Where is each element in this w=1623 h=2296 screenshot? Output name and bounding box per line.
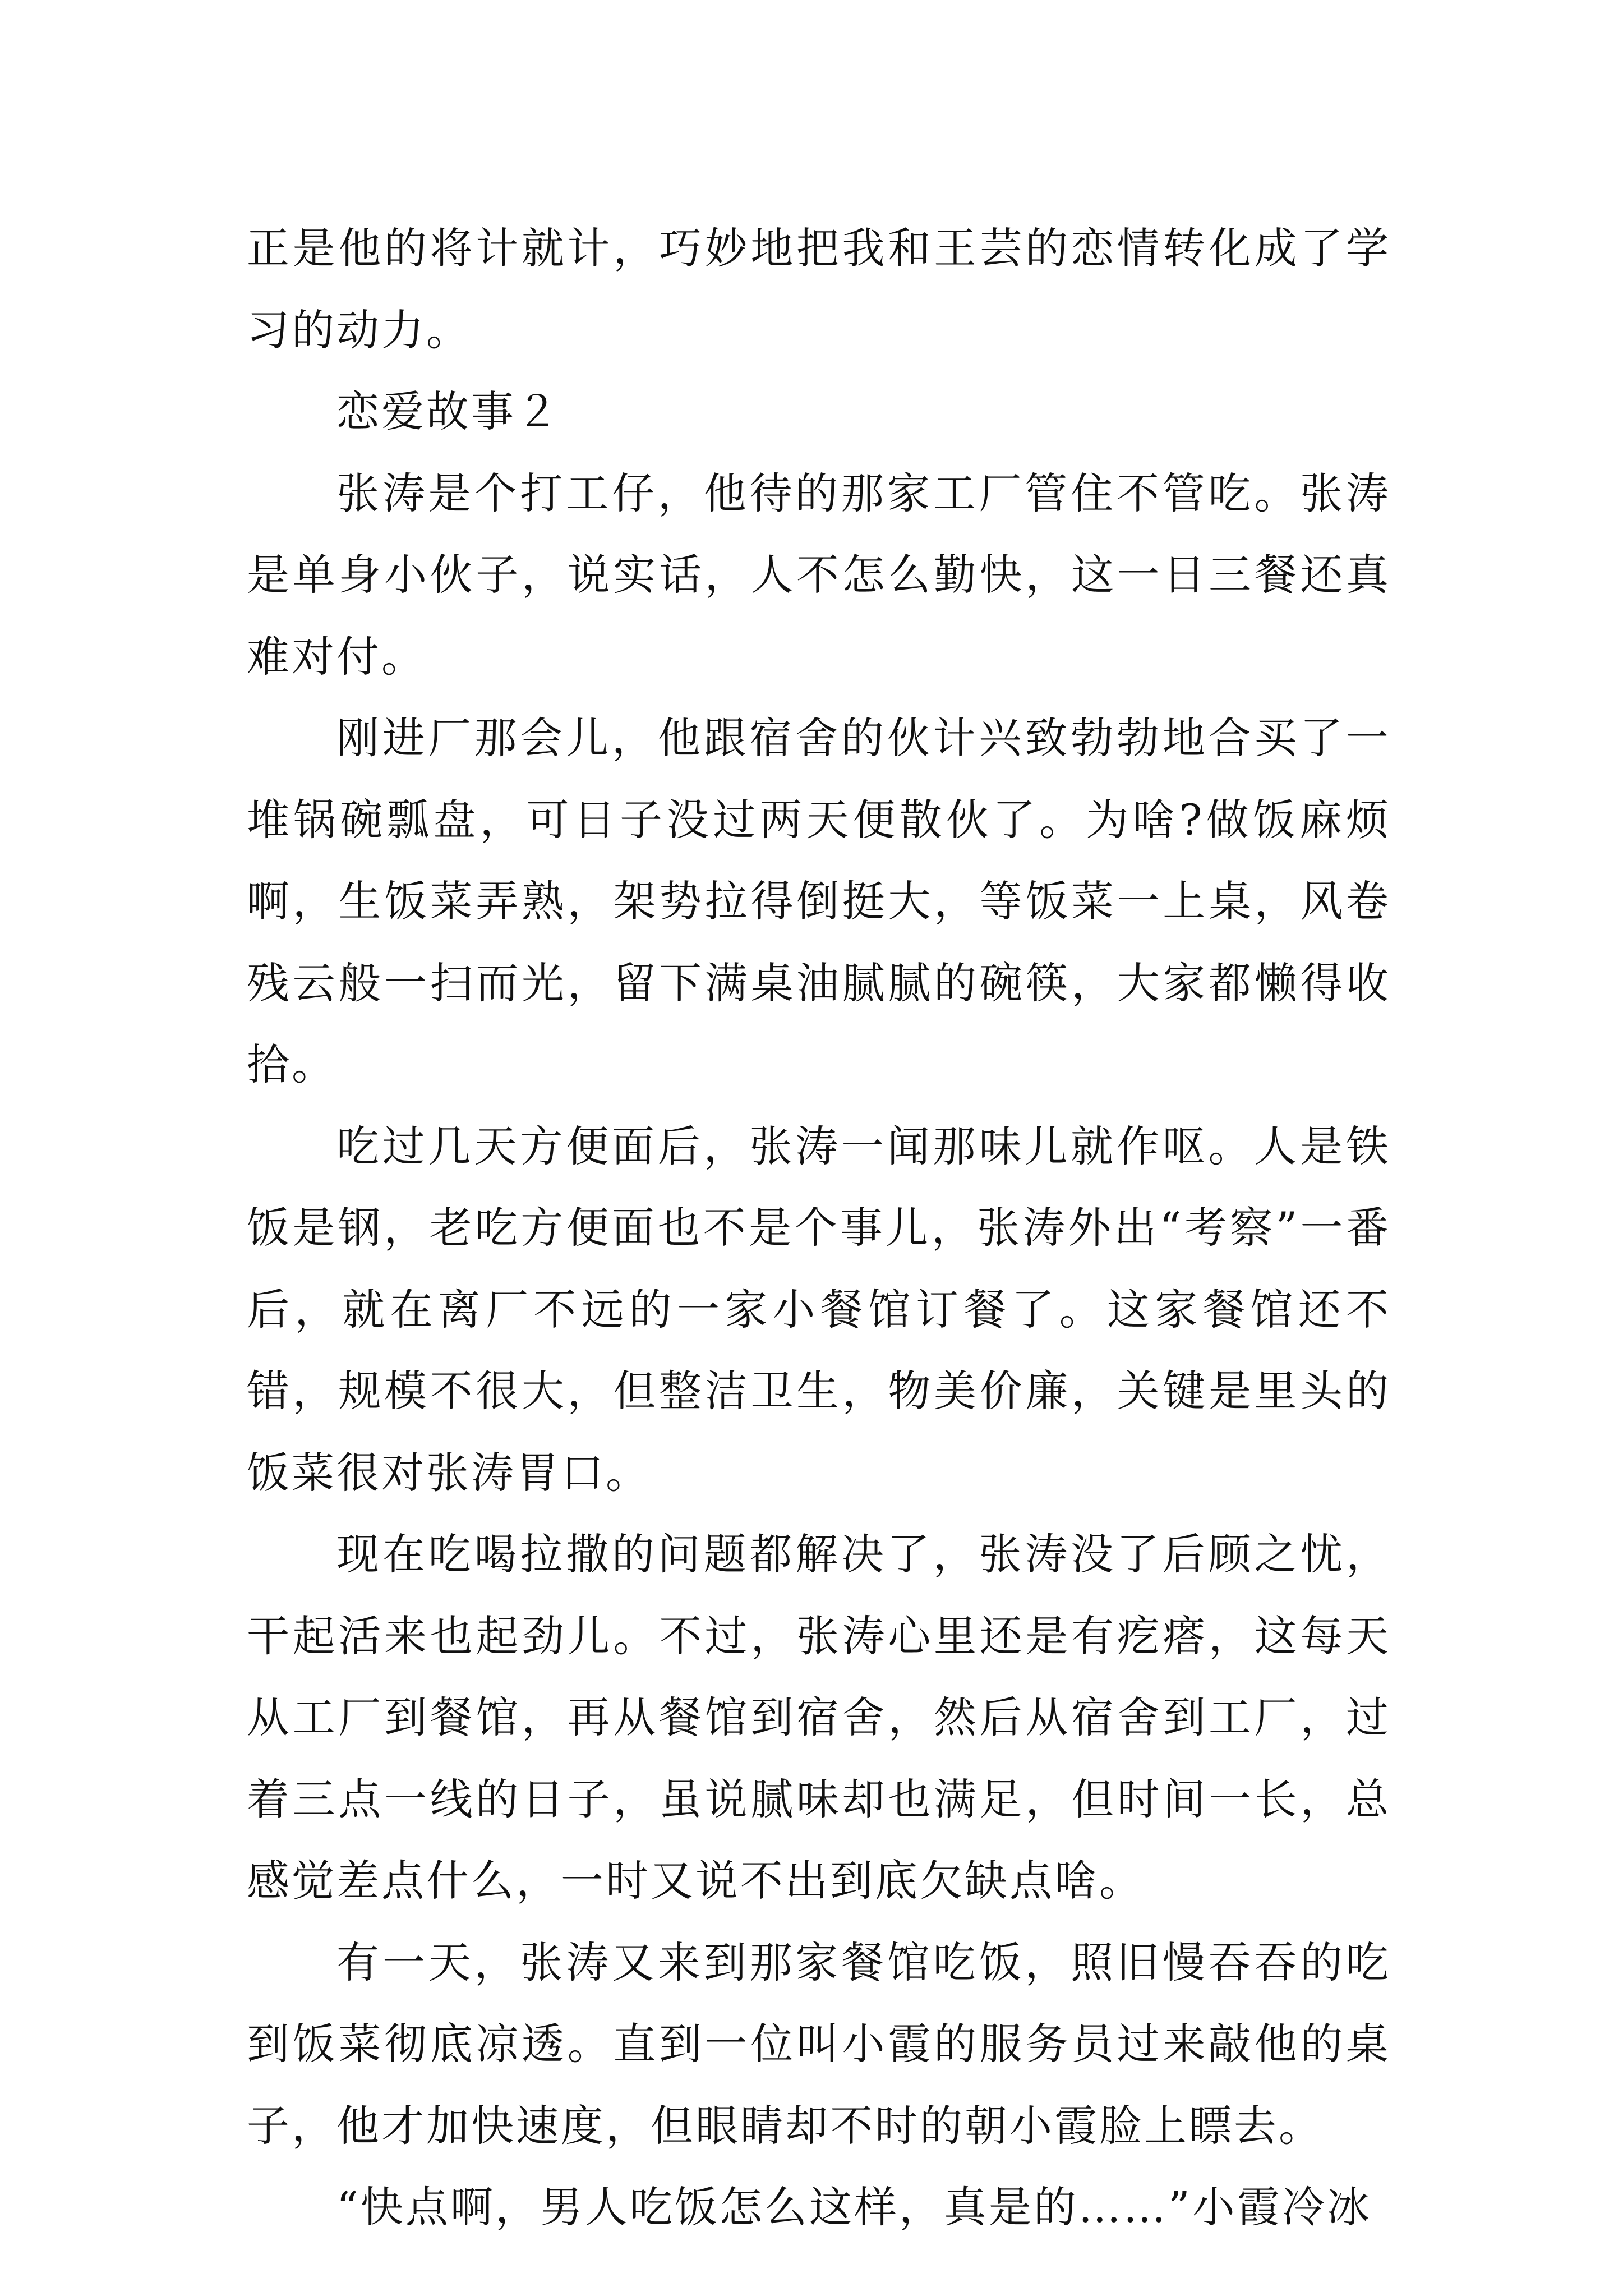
body-text [247, 208, 1391, 2248]
paragraph-continuation: 正是他的将计就计，巧妙地把我和王芸的恋情转化成了学习的动力。 [247, 223, 1391, 355]
paragraph-2: 刚进厂那会儿，他跟宿舍的伙计兴致勃勃地合买了一堆锅碗瓢盘，可日子没过两天便散伙了。为啥?做饭麻烦啊，生饭菜弄熟，架势拉得倒挺大，等饭菜一上桌，风卷残云般一扫而光，留下满桌油腻腻的碗筷，大家都懒得收拾。 [247, 713, 1391, 1089]
section-title: 恋爱故事２ [336, 386, 561, 436]
paragraph-5: 有一天，张涛又来到那家餐馆吃饭，照旧慢吞吞的吃到饭菜彻底凉透。直到一位叫小霞的服务员过来敲他的桌子，他才加快速度，但眼睛却不时的朝小霞脸上瞟去。 [247, 1937, 1391, 2151]
paragraph-1: 张涛是个打工仔，他待的那家工厂管住不管吃。张涛是单身小伙子，说实话，人不怎么勤快，这一日三餐还真难对付。 [247, 468, 1391, 682]
paragraph-6: “快点啊，男人吃饭怎么这样，真是的……”小霞冷冰 [336, 2182, 1372, 2232]
paragraph-3: 吃过几天方便面后，张涛一闻那味儿就作呕。人是铁饭是钢，老吃方便面也不是个事儿，张涛外出“考察”一番后，就在离厂不远的一家小餐馆订餐了。这家餐馆还不错，规模不很大，但整洁卫生，物美价廉，关键是里头的饭菜很对张涛胃口。 [247, 1121, 1391, 1498]
paragraph-4: 现在吃喝拉撒的问题都解决了，张涛没了后顾之忧，干起活来也起劲儿。不过，张涛心里还是有疙瘩，这每天从工厂到餐馆，再从餐馆到宿舍，然后从宿舍到工厂，过着三点一线的日子，虽说腻味却也满足，但时间一长，总感觉差点什么，一时又说不出到底欠缺点啥。 [247, 1529, 1391, 1906]
